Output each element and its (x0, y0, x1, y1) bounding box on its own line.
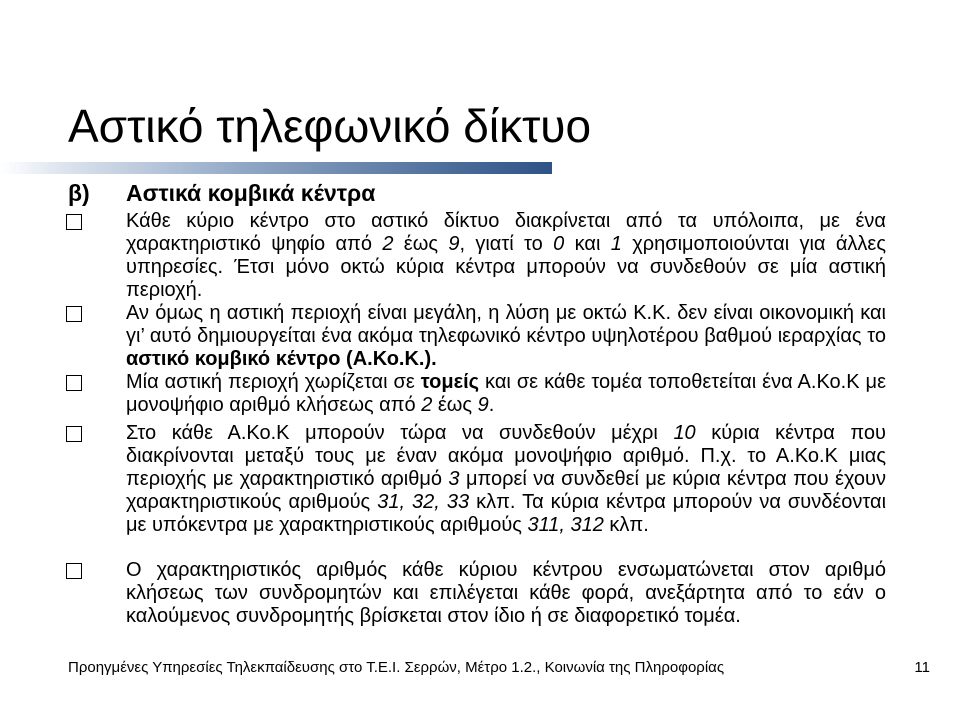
title-underline-bar (0, 162, 552, 174)
text-segment: και (564, 233, 611, 255)
text-segment: 9 (448, 233, 460, 255)
text-segment: αστικό κομβικό κέντρο (Α.Κο.Κ.). (126, 348, 437, 370)
text-segment: κλπ. Τα κύρια κέντρα μπορούν να συνδέονται με υπόκεντρα με χαρακτηριστικούς αριθμούς (126, 491, 887, 536)
text-segment: 3 (448, 468, 460, 490)
text-segment: 311, 312 (527, 514, 604, 536)
text-segment: χρησιμοποιούνται για άλλες υπηρεσίες. Έτσι μόνο οκτώ κύρια κέντρα μπορούν να συνδεθούν σε μία αστική περιοχή. (126, 233, 886, 301)
text-segment: 31, 32, 33 (377, 491, 470, 513)
text-segment: 1 (610, 233, 622, 255)
bullet-checkbox-icon (66, 563, 82, 579)
footer-text: Προηγμένες Υπηρεσίες Τηλεκπαίδευσης στο Τ.Ε.Ι. Σερρών, Μέτρο 1.2., Κοινωνία της Πληροφορίας (68, 659, 725, 676)
text-segment: 0 (553, 233, 565, 255)
text-segment: μπορεί να συνδεθεί με κύρια κέντρα που έχουν χαρακτηριστικούς αριθμούς (126, 468, 886, 513)
bullet-item-1 (126, 210, 886, 302)
bullet-checkbox-icon (66, 306, 82, 322)
text-segment: τομείς (420, 371, 480, 393)
section-label: β) (68, 180, 90, 206)
text-segment: . (488, 394, 495, 416)
bullet-item-2 (126, 302, 886, 371)
text-segment: , γιατί το (459, 233, 554, 255)
text-segment: 2 (421, 394, 433, 416)
section-title: Αστικά κομβικά κέντρα (126, 180, 376, 206)
text-segment: Στο κάθε Α.Κο.Κ μπορούν τώρα να συνδεθούν μέχρι (126, 422, 674, 444)
text-segment: Μία αστική περιοχή χωρίζεται σε (126, 371, 421, 393)
bullet-item-3 (126, 371, 886, 417)
bullet-item-4 (126, 422, 886, 537)
text-segment: Ο χαρακτηριστικός αριθμός κάθε κύριου κέντρου ενσωματώνεται στον αριθμό κλήσεως των συνδρομητών και επιλέγεται κάθε φορά, ανεξάρτητα από το εάν ο καλούμενος συνδρομητής βρίσκεται στον ίδιο ή σε διαφορετικό τομέα. (126, 559, 886, 627)
bullet-checkbox-icon (66, 375, 82, 391)
bullet-checkbox-icon (66, 426, 82, 442)
text-segment: κύρια κέντρα που διακρίνονται μεταξύ τους με έναν ακόμα μονοψήφιο αριθμό. Π.χ. το Α.Κο.Κ μιας περιοχής με χαρακτηριστικό αριθμό (126, 422, 886, 490)
text-segment: 10 (673, 422, 696, 444)
text-segment: Κάθε κύριο κέντρο στο αστικό δίκτυο διακρίνεται από τα υπόλοιπα, με ένα χαρακτηριστικό ψηφίο από (126, 210, 886, 255)
text-segment: κλπ. (603, 514, 649, 536)
slide-title: Αστικό τηλεφωνικό δίκτυο (68, 100, 592, 152)
text-segment: έως (432, 394, 478, 416)
text-segment: Αν όμως η αστική περιοχή είναι μεγάλη, η λύση με οκτώ Κ.Κ. δεν είναι οικονομική και γι’ αυτό δημιουργείται ένα ακόμα τηλεφωνικό κέντρο υψηλοτέρου βαθμού ιεραρχίας το (126, 302, 886, 347)
text-segment: 9 (477, 394, 489, 416)
page-number: 11 (914, 659, 930, 676)
text-segment: 2 (382, 233, 394, 255)
section-heading (68, 179, 375, 207)
bullet-item-5 (126, 559, 886, 628)
text-segment: και σε κάθε τομέα τοποθετείται ένα Α.Κο.Κ με μονοψήφιο αριθμό κλήσεως από (126, 371, 886, 416)
text-segment: έως (393, 233, 449, 255)
bullet-checkbox-icon (66, 214, 82, 230)
